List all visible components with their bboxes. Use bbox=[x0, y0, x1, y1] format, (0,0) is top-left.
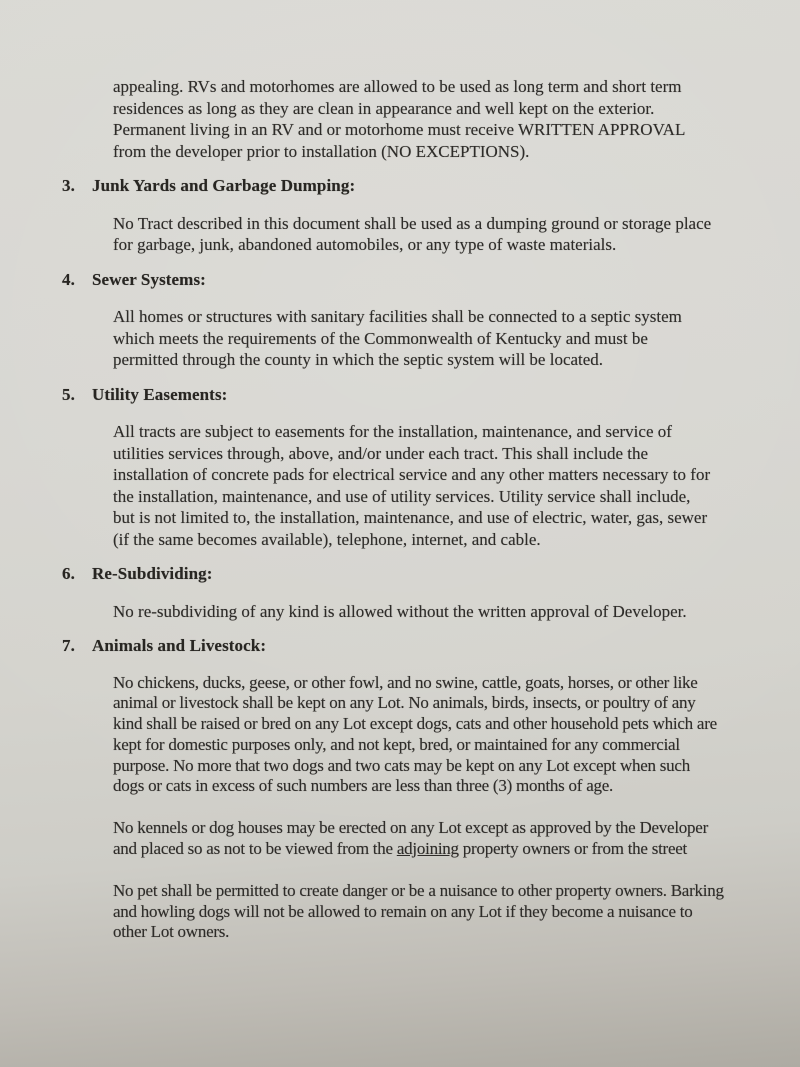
section-number: 5. bbox=[62, 384, 75, 404]
section-heading bbox=[62, 384, 722, 406]
paragraph-text: All tracts are subject to easements for the installation, maintenance, and service of utilities services through, above, and/or under each tract. This shall include the installation of concrete pads for electrical service and any other matters necessary to for the installation, maintenance, and use of utility services. Utility service shall include, but is not limited to, the installation, maintenance, and use of electric, water, gas, sewer (if the same becomes available), telephone, internet, and cable. bbox=[113, 422, 711, 549]
document-section bbox=[62, 635, 722, 943]
section-number: 4. bbox=[62, 269, 75, 289]
section-title: Utility Easements: bbox=[92, 384, 228, 404]
section-paragraph bbox=[113, 306, 713, 371]
section-title: Re-Subdividing: bbox=[92, 564, 213, 583]
paragraph-text: No pet shall be permitted to create danger or be a nuisance to other property owners. Barking and howling dogs will not be allowed to remain on any Lot if they become a nuisance to other Lot owners. bbox=[113, 880, 724, 942]
section-paragraph bbox=[113, 601, 713, 623]
intro-paragraph bbox=[113, 76, 713, 162]
underlined-word: adjoining bbox=[396, 839, 459, 859]
paragraph-text: All homes or structures with sanitary facilities shall be connected to a septic system which meets the requirements of the Commonwealth of Kentucky and must be permitted through the county in which the septic system will be located. bbox=[113, 307, 682, 369]
paragraph-text: No kennels or dog houses may be erected on any Lot except as approved by the Developer and placed so as not to be viewed from the bbox=[113, 818, 709, 859]
document-section bbox=[62, 563, 722, 622]
paragraph-text: appealing. RVs and motorhomes are allowed to be used as long term and short term residences as long as they are clean in appearance and well kept on the exterior. Permanent living in an RV and or motorhome must receive WRITTEN APPROVAL from the developer prior to installation (NO EXCEPTIONS). bbox=[113, 77, 685, 161]
section-paragraph bbox=[113, 881, 725, 943]
section-number: 6. bbox=[62, 564, 75, 583]
paragraph-text: No re-subdividing of any kind is allowed without the written approval of Developer. bbox=[113, 601, 687, 621]
section-title: Animals and Livestock: bbox=[92, 636, 267, 655]
section-paragraph bbox=[113, 818, 725, 860]
document-section bbox=[62, 269, 722, 371]
document-section bbox=[62, 384, 722, 551]
section-paragraph bbox=[113, 673, 725, 798]
section-paragraph bbox=[113, 421, 713, 550]
section-heading bbox=[62, 269, 722, 291]
section-heading bbox=[62, 635, 722, 657]
section-paragraph bbox=[113, 213, 713, 256]
document-body bbox=[62, 76, 722, 943]
document-section bbox=[62, 175, 722, 256]
section-heading bbox=[62, 175, 722, 197]
paragraph-text: No Tract described in this document shall be used as a dumping ground or storage place for garbage, junk, abandoned automobiles, or any type of waste materials. bbox=[113, 213, 712, 254]
section-title: Sewer Systems: bbox=[92, 269, 206, 289]
paragraph-text: No chickens, ducks, geese, or other fowl, and no swine, cattle, goats, horses, or other like animal or livestock shall be kept on any Lot. No animals, birds, insects, or poultry of any kind shall be raised or bred on any Lot except dogs, cats and other household pets which are kept for domestic purposes only, and not kept, bred, or maintained for any commercial purpose. No more that two dogs and two cats may be kept on any Lot except when such dogs or cats in excess of such numbers are less than three (3) months of age. bbox=[113, 672, 717, 796]
section-number: 3. bbox=[62, 176, 75, 195]
paragraph-text: property owners or from the street bbox=[458, 839, 688, 859]
section-heading bbox=[62, 563, 722, 585]
section-title: Junk Yards and Garbage Dumping: bbox=[92, 176, 356, 195]
section-number: 7. bbox=[62, 636, 75, 655]
